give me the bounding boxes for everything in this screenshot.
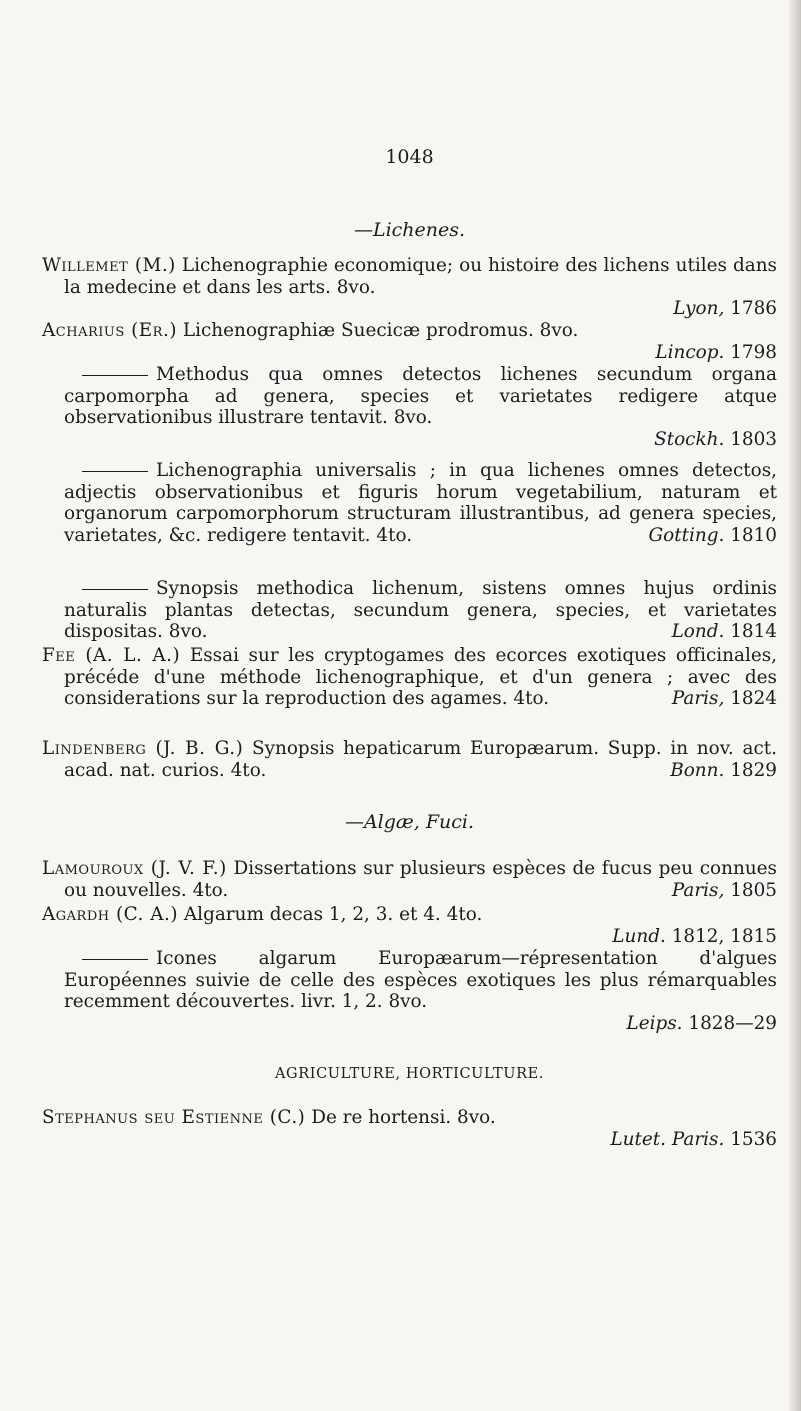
entry-title: Lichenographia universalis ; in qua lichenes omnes detectos, adjectis observationibus et figuris horum vegetabilium, naturam et organorum carpomorphorum structuram illustrantibus, ad genera species, varietates, &c. redigere tentavit. 4to. bbox=[64, 460, 777, 546]
entry-stephanus bbox=[42, 1107, 777, 1150]
entry-title: Essai sur les cryptogames des ecorces exotiques officinales, précéde d'une méthode lichenographique, et d'un genera ; avec des considerations sur la reproduction des agames. 4to. bbox=[64, 645, 777, 709]
ditto-rule bbox=[82, 959, 148, 960]
entry-author: Fee (A. L. A.) bbox=[42, 645, 181, 666]
page-number: 1048 bbox=[385, 146, 434, 168]
section-heading-algae: —Algæ, Fuci. bbox=[344, 811, 475, 833]
entry-year: 1536 bbox=[730, 1128, 777, 1150]
entry-year: 1798 bbox=[730, 341, 777, 363]
entry-year: 1810 bbox=[730, 524, 777, 546]
section-heading-agriculture: AGRICULTURE, HORTICULTURE. bbox=[274, 1066, 545, 1082]
entry-acharius-prodromus bbox=[42, 320, 777, 363]
entry-place: Stockh. bbox=[654, 428, 725, 450]
entry-place: Bonn. bbox=[670, 759, 725, 781]
entry-author: Agardh (C. A.) bbox=[42, 904, 179, 925]
ditto-rule bbox=[82, 471, 148, 472]
entry-place: Lutet. Paris. bbox=[610, 1128, 725, 1150]
entry-agardh-icones bbox=[42, 948, 777, 1034]
entry-title: Synopsis methodica lichenum, sistens omnes hujus ordinis naturalis plantas detectas, secundum genera, species, et varietates dispositas. 8vo. bbox=[64, 578, 777, 642]
entry-author: Stephanus seu Estienne (C.) bbox=[42, 1107, 306, 1128]
entry-place: Paris, bbox=[671, 879, 725, 901]
entry-title: De re hortensi. 8vo. bbox=[311, 1107, 496, 1128]
entry-place: Paris, bbox=[671, 688, 725, 709]
entry-author: Lindenberg (J. B. G.) bbox=[42, 738, 244, 759]
entry-willemet bbox=[42, 255, 777, 320]
entry-acharius-synopsis bbox=[42, 578, 777, 643]
entry-year: 1829 bbox=[730, 759, 777, 781]
entry-year: 1812, 1815 bbox=[671, 925, 777, 947]
entry-year: 1805 bbox=[730, 879, 777, 901]
entry-title: Lichenographie economique; ou histoire des lichens utiles dans la medecine et dans les arts. 8vo. bbox=[64, 255, 777, 298]
entry-fee bbox=[42, 645, 777, 710]
entry-title: Icones algarum Europæarum—répresentation d'algues Européennes suivie de celle des espèces exotiques les plus rémarquables recemment découvertes. livr. 1, 2. 8vo. bbox=[64, 948, 777, 1012]
entry-place: Lyon, bbox=[673, 298, 725, 319]
entry-place: Lincop. bbox=[655, 341, 725, 363]
entry-year: 1824 bbox=[730, 688, 777, 709]
entry-title: Lichenographiæ Suecicæ prodromus. 8vo. bbox=[182, 320, 579, 341]
entry-place: Lond. bbox=[671, 621, 725, 642]
entry-acharius-lichenographia bbox=[42, 460, 777, 546]
entry-place: Leips. bbox=[626, 1012, 683, 1034]
entry-year: 1803 bbox=[730, 428, 777, 450]
entry-place: Lund. bbox=[612, 925, 666, 947]
ditto-rule bbox=[82, 375, 148, 376]
catalogue-page bbox=[42, 0, 777, 1411]
entry-lamouroux bbox=[42, 858, 777, 901]
entry-place: Gotting. bbox=[648, 524, 725, 546]
entry-title: Synopsis hepaticarum Europæarum. Supp. in nov. act. acad. nat. curios. 4to. bbox=[64, 738, 777, 781]
entry-agardh-decas bbox=[42, 904, 777, 947]
entry-year: 1828—29 bbox=[688, 1012, 777, 1034]
entry-lindenberg bbox=[42, 738, 777, 781]
entry-author: Willemet (M.) bbox=[42, 255, 176, 276]
entry-title: Methodus qua omnes detectos lichenes secundum organa carpomorpha ad genera, species et varietates redigere atque observationibus illustrare tentavit. 8vo. bbox=[64, 364, 777, 428]
entry-year: 1814 bbox=[730, 621, 777, 642]
entry-title: Algarum decas 1, 2, 3. et 4. 4to. bbox=[183, 904, 483, 925]
ditto-rule bbox=[82, 589, 148, 590]
entry-author: Lamouroux (J. V. F.) bbox=[42, 858, 227, 879]
entry-author: Acharius (Er.) bbox=[42, 320, 177, 341]
entry-title: Dissertations sur plusieurs espèces de fucus peu connues ou nouvelles. 4to. bbox=[64, 858, 777, 901]
section-heading-lichenes: —Lichenes. bbox=[353, 219, 466, 241]
page-edge-shadow bbox=[789, 0, 801, 1411]
entry-acharius-methodus bbox=[42, 364, 777, 450]
entry-year: 1786 bbox=[730, 298, 777, 319]
